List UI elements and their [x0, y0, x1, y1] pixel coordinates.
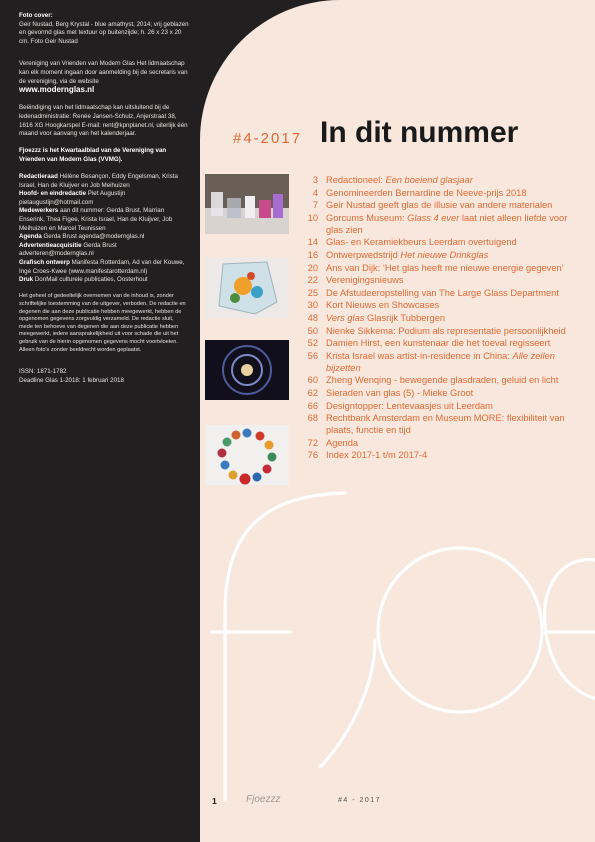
toc-title — [326, 350, 583, 374]
toc-entry[interactable] — [293, 400, 583, 412]
toc-page-number: 76 — [307, 450, 318, 461]
toc-page-number: 72 — [307, 437, 318, 448]
credit-label: Medewerkers — [19, 207, 59, 215]
toc-title-pre: Geir Nustad geeft glas de illusie van andere materialen — [326, 200, 553, 211]
credit-text: Hélène Besançon, Eddy Engelsman, Krista Israel, Han de Kluijver en Job Meihuizen — [19, 173, 178, 189]
toc-entry[interactable] — [293, 374, 583, 386]
toc-page-number: 52 — [307, 338, 318, 349]
issue-number: #4-2017 — [233, 130, 303, 147]
toc-page-number: 3 — [312, 175, 318, 185]
toc-title — [326, 249, 488, 261]
toc-title-pre: Zheng Wenqing - bewegende glasdraden, geluid en licht — [326, 375, 559, 386]
credit-text: aan dit nummer: Gerda Brust, Marrian Enserink, Thea Figee, Krista Israel, Han de Kluijver, Job Meihuizen en Marcel Teunissen — [19, 207, 173, 232]
toc-title — [326, 325, 566, 337]
toc-entry[interactable] — [293, 325, 583, 337]
photo-light-installation — [205, 340, 289, 400]
watermark-logo-strokes — [212, 493, 595, 800]
toc-title — [326, 187, 527, 199]
photo-glass-necklace — [205, 425, 289, 485]
toc-page-number: 25 — [307, 287, 318, 298]
toc-title-pre: Rechtbank Amsterdam en Museum MORE: flexibiliteit van plaats, functie en tijd — [326, 413, 565, 436]
credit-label: Advertentieacquisitie — [19, 241, 82, 249]
toc-title-pre: Designtopper: Lentevaasjes uit Leerdam — [326, 400, 493, 411]
cover-caption: Geir Nustad, Berg Krystal - blue amathyst, 2014; vrij geblazen en gevormd glas met textuur op buitenzijde; h. 26 x 23 x 20 cm. Foto Geir Nustad — [19, 20, 189, 45]
toc-title-post: laat niet alleen liefde voor glas zien — [326, 212, 568, 235]
termination-text: Beëindiging van het lidmaatschap kan uitsluitend bij de ledenadministratie: Renée Jansen-Schulz, Anjerstraat 38, 1616 XG Hoogkarspel E-mail: rent@kpnplanet.nl, uiterlijk één maand voor aanvang van het kalenderjaar. — [19, 104, 188, 138]
toc-title-pre: Verenigingsnieuws — [326, 275, 404, 286]
toc-entry[interactable] — [293, 262, 583, 274]
toc-entry[interactable] — [293, 350, 583, 374]
toc-title — [326, 287, 559, 299]
toc-title — [326, 199, 552, 211]
toc-entry[interactable] — [293, 212, 583, 236]
toc-page-number: 7 — [312, 200, 318, 211]
footer-logo: Fjoezzz — [246, 794, 281, 805]
toc-entry[interactable] — [293, 287, 583, 299]
credit-text: Piet Augustijn pietaugustijn@hotmail.com — [19, 190, 126, 206]
toc-entry[interactable] — [293, 337, 583, 349]
page-title: In dit nummer — [320, 116, 519, 149]
toc-page-number: 60 — [307, 375, 318, 386]
issn: ISSN: 1871-1782 — [19, 368, 67, 376]
toc-title — [326, 412, 583, 436]
membership-text: Vereniging van Vrienden van Modern Glas Het lidmaatschap kan elk moment ingaan door aanmelding bij de secretaris van de vereniging, via de website — [19, 60, 188, 85]
credit-label: Agenda — [19, 233, 42, 241]
toc-page-number: 4 — [312, 187, 318, 198]
toc-title-pre: Ontwerpwedstrijd — [326, 249, 401, 260]
toc-title — [326, 174, 473, 186]
toc-title-em: Alle zeilen bijzetten — [326, 350, 555, 373]
toc-page-number: 48 — [307, 312, 318, 323]
toc-title — [326, 337, 550, 349]
toc-title-pre: Kort Nieuws en Showcases — [326, 300, 440, 311]
credit-text: Gerda Brust adverteren@modernglas.nl — [19, 241, 117, 258]
toc-title-pre: Ans van Dijk: ‘Het glas heeft me nieuwe energie gegeven’ — [326, 262, 564, 273]
toc-title — [326, 274, 404, 286]
credit-text: Gerda Brust agenda@modernglas.nl — [43, 233, 145, 241]
table-of-contents — [293, 174, 583, 462]
toc-entry[interactable] — [293, 249, 583, 261]
toc-entry[interactable] — [293, 449, 583, 461]
toc-page-number: 14 — [307, 237, 318, 248]
toc-title-pre: Redactioneel: — [326, 175, 386, 185]
toc-title — [326, 262, 564, 274]
toc-title-pre: De Afstudeeropstelling van The Large Glass Department — [326, 287, 559, 298]
website-link[interactable]: www.modernglas.nl — [19, 85, 95, 95]
toc-title — [326, 449, 427, 461]
toc-title — [326, 299, 439, 311]
toc-title-pre: Glas- en Keramiekbeurs Leerdam overtuigend — [326, 237, 517, 248]
toc-title-pre: Krista Israel was artist-in-residence in China: — [326, 350, 513, 361]
toc-title — [326, 212, 583, 236]
toc-title-em: Glass 4 ever — [407, 212, 460, 223]
toc-entry[interactable] — [293, 312, 583, 324]
cover-heading: Foto cover: — [19, 12, 53, 19]
toc-page-number: 62 — [307, 387, 318, 398]
toc-title-em: Vers glas — [326, 312, 365, 323]
toc-title — [326, 400, 493, 412]
toc-entry[interactable] — [293, 236, 583, 248]
toc-entry[interactable] — [293, 412, 583, 436]
toc-entry[interactable] — [293, 437, 583, 449]
page-number: 1 — [212, 796, 217, 806]
toc-entry[interactable] — [293, 187, 583, 199]
deadline: Deadline Glas 1-2018: 1 februari 2018 — [19, 376, 124, 384]
credit-label: Druk — [19, 276, 34, 284]
credit-label: Grafisch ontwerp — [19, 259, 70, 267]
toc-title — [326, 437, 358, 449]
footer-issue: #4 - 2017 — [338, 797, 382, 804]
toc-page-number: 22 — [307, 275, 318, 286]
credit-label: Redactieraad — [19, 173, 58, 181]
toc-entry[interactable] — [293, 174, 583, 186]
toc-title-pre: Index 2017-1 t/m 2017-4 — [326, 450, 428, 461]
photo-glass-cups — [205, 174, 289, 234]
toc-page-number: 20 — [307, 262, 318, 273]
toc-page-number: 16 — [307, 249, 318, 260]
toc-page-number: 50 — [307, 325, 318, 336]
toc-title — [326, 387, 473, 399]
toc-page-number: 30 — [307, 300, 318, 311]
photo-glass-sculpture — [205, 258, 289, 318]
toc-title-pre: Sieraden van glas (5) - Mieke Groot — [326, 387, 474, 398]
toc-title-em: Een boeiend glasjaar — [385, 175, 473, 185]
toc-title — [326, 236, 517, 248]
toc-title-pre: Damien Hirst, een kunstenaar die het toeval regisseert — [326, 338, 551, 349]
toc-title-pre: Agenda — [326, 437, 359, 448]
toc-title-post: Glasrijk Tubbergen — [364, 312, 446, 323]
credit-label: Hoofd- en eindredactie — [19, 190, 87, 198]
toc-title — [326, 374, 558, 386]
toc-entry[interactable] — [293, 299, 583, 311]
credit-text: DonMail culturele publicaties, Oosterhout — [34, 276, 148, 284]
toc-page-number: 56 — [307, 350, 318, 361]
credit-text: Manifesta Rotterdam, Ad van der Kouwe, Inge Croes-Kwee (www.manifestarotterdam.nl) — [19, 259, 185, 275]
toc-page-number: 10 — [307, 212, 318, 223]
toc-title-em: Het nieuwe Drinkglas — [400, 249, 489, 260]
magazine-description: Fjoezzz is het Kwartaalblad van de Vereniging van Vrienden van Modern Glas (VVMG). — [19, 147, 167, 163]
disclaimer: Het geheel of gedeeltelijk overnemen van de inhoud is, zonder schriftelijke toestemming van de uitgever, verboden. De redactie en degenen die aan deze publicatie hebben meegewerkt, hebben de opgenomen gegevens zorgvuldig verzameld. De redactie sluit, mede ten behoeve van degenen die aan deze publicatie hebben meegewerkt, iedere aansprakelijkheid uit voor schade die uit het gebruik van de hierin opgenomen gegevens mocht voortvloeien. Alleen foto's zonder beeldrecht worden geplaatst. — [19, 293, 186, 353]
toc-title-pre: Gorcums Museum: — [326, 212, 408, 223]
toc-entry[interactable] — [293, 274, 583, 286]
toc-page-number: 68 — [307, 413, 318, 424]
toc-entry[interactable] — [293, 199, 583, 211]
toc-page-number: 66 — [307, 400, 318, 411]
toc-entry[interactable] — [293, 387, 583, 399]
toc-title — [326, 312, 445, 324]
toc-title-pre: Genomineerden Bernardine de Neeve-prijs 2018 — [326, 187, 527, 198]
toc-title-pre: Nienke Sikkema: Podium als representatie persoonlijkheid — [326, 325, 566, 336]
